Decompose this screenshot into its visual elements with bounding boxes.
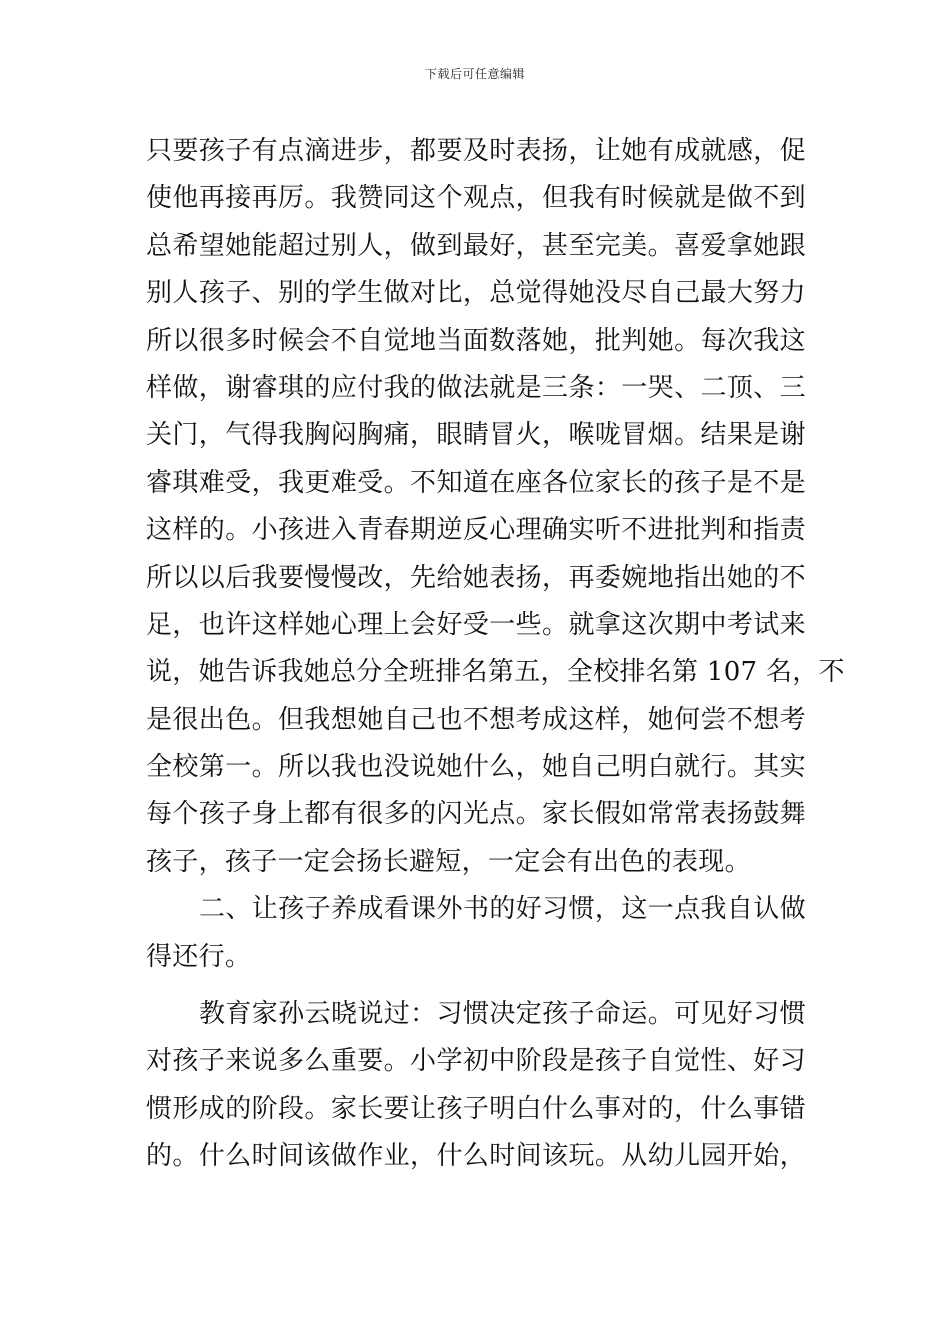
paragraph-habits [146,991,806,1181]
text-line: 全校第一。所以我也没说她什么，她自己明白就行。其实 [146,752,806,783]
text-line: 所以以后我要慢慢改，先给她表扬，再委婉地指出她的不 [146,562,806,593]
text-line: 这样的。小孩进入青春期逆反心理确实听不进批判和指责 [146,515,806,546]
paragraph-spacer [146,981,806,991]
text-line: 二、让孩子养成看课外书的好习惯，这一点我自认做 [199,894,806,925]
text-line: 是很出色。但我想她自己也不想考成这样，她何尝不想考 [146,704,806,735]
text-line: 所以很多时候会不自觉地当面数落她，批判她。每次我这 [146,325,806,356]
paragraph-reading-habit-heading [146,886,806,981]
text-line: 只要孩子有点滴进步，都要及时表扬，让她有成就感，促 [146,136,806,166]
text-line: 孩子，孩子一定会扬长避短，一定会有出色的表现。 [146,846,751,877]
page-header: 下载后可任意编辑 [424,67,525,81]
document-body [146,128,845,1181]
text-line: 总希望她能超过别人，做到最好，甚至完美。喜爱拿她跟 [146,230,806,261]
text-line: 关门，气得我胸闷胸痛，眼睛冒火，喉咙冒烟。结果是谢 [146,420,806,451]
text-line: 睿琪难受，我更难受。不知道在座各位家长的孩子是不是 [146,467,806,498]
text-line: 惯形成的阶段。家长要让孩子明白什么事对的，什么事错 [146,1093,806,1124]
paragraph-praise [146,128,845,886]
text-line: 别人孩子、别的学生做对比，总觉得她没尽自己最大努力 [146,278,806,309]
text-line: 的。什么时间该做作业，什么时间该玩。从幼儿园开始， [146,1141,806,1172]
text-line: 每个孩子身上都有很多的闪光点。家长假如常常表扬鼓舞 [146,799,806,830]
text-line: 说，她告诉我她总分全班排名第五，全校排名第 107 名，不 [146,657,845,688]
text-line: 样做，谢睿琪的应付我的做法就是三条：一哭、二顶、三 [146,372,806,403]
text-line: 使他再接再厉。我赞同这个观点，但我有时候就是做不到 [146,183,806,214]
text-line: 对孩子来说多么重要。小学初中阶段是孩子自觉性、好习 [146,1046,806,1077]
text-line: 教育家孙云晓说过：习惯决定孩子命运。可见好习惯 [199,999,806,1030]
text-line: 得还行。 [146,941,252,972]
text-line: 足，也许这样她心理上会好受一些。就拿这次期中考试来 [146,609,806,640]
